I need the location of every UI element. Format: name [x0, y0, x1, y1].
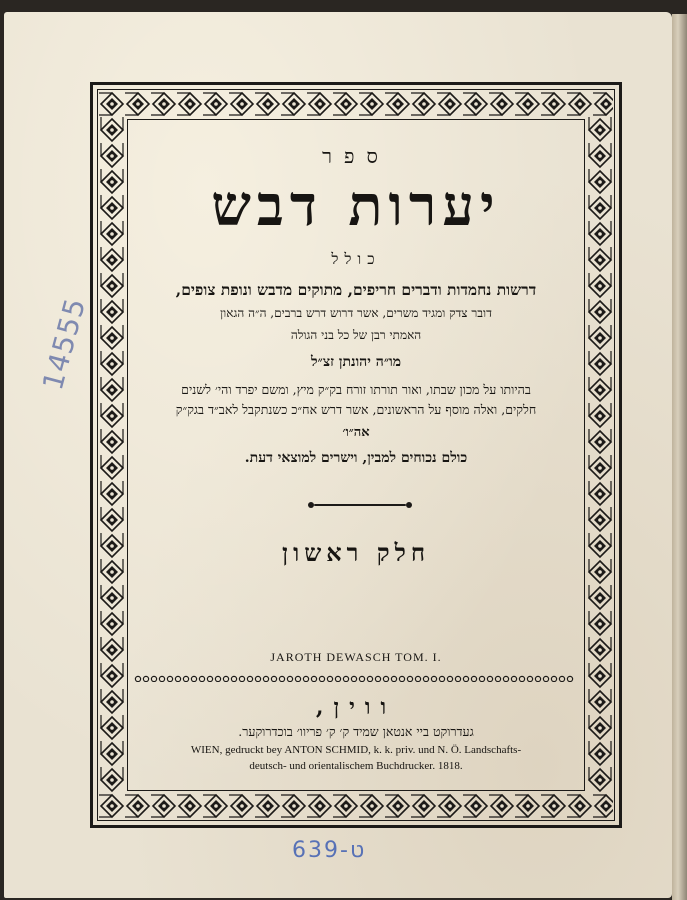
description-line-5: בהיותו על מכון שבתו, ואור תורתו זורח בק״ק מיץ, ומשם יפרד והי׳ לשנים — [181, 382, 531, 397]
description-line-6: חלקים, ואלה מוסף על הראשונים, אשר דרש אח״כ כשנתקבל לאב״ד בגק״ק — [175, 402, 537, 417]
latin-title: JAROTH DEWASCH TOM. I. — [270, 650, 442, 664]
description-line-8: כולם נכוחים למבין, וישרים למוצאי דעת. — [244, 450, 468, 466]
description-line-1: דרשות נחמדות ודברים חריפים, מתוקים מדבש ונופת צופים, — [175, 280, 537, 299]
border-band-top — [99, 91, 613, 117]
city-name: ווין, — [315, 694, 397, 720]
border-band-right — [587, 117, 613, 793]
border-band-bottom — [99, 793, 613, 819]
book-title: יערות דבש — [211, 173, 501, 239]
description-line-3: האמתי רבן של כל בני הגולה — [290, 328, 422, 342]
description-line-7: אה״ו׳ — [342, 425, 370, 440]
pencil-inventory-number: 14555 — [36, 294, 93, 394]
border-band-left — [99, 117, 125, 793]
sefer-heading: ספר — [322, 144, 390, 168]
author-name: מו״ה יהונתן זצ״ל — [310, 354, 402, 370]
page-edge — [672, 14, 687, 900]
printer-line-hebrew: געדרוקט ביי אנטאן שמיד ק׳ ק׳ פריוו׳ בוכדרוקער. — [238, 724, 474, 739]
description-line-2: דובר צדק ומגיד משרים, אשר דרוש דרש ברבים, ה״ה הגאון — [220, 306, 492, 320]
printer-line-latin-2: deutsch- und orientalischem Buchdrucker. 1818. — [249, 760, 463, 772]
dotted-rule — [134, 670, 578, 682]
printer-line-latin-1: WIEN, gedruckt bey ANTON SCHMID, k. k. priv. und N. Ö. Landschafts- — [190, 744, 522, 756]
kolel-line: כולל — [331, 250, 381, 268]
pencil-shelfmark: 639-ט — [292, 838, 367, 863]
title-page-content — [128, 118, 584, 790]
part-label: חלק ראשון — [281, 538, 431, 567]
ornamental-divider — [314, 504, 406, 506]
